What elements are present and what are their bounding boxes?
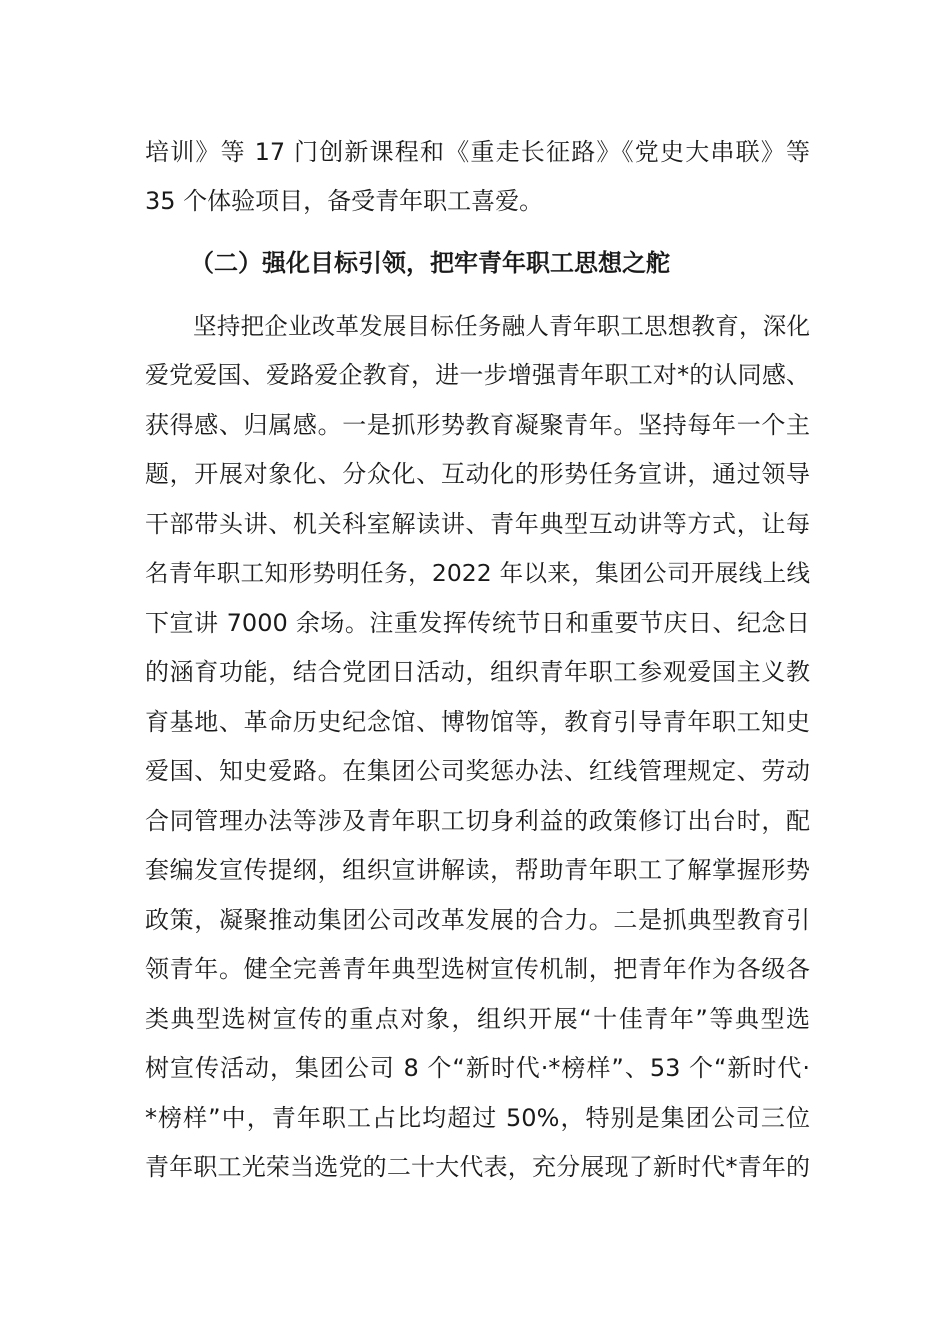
text-line: 干部带头讲、机关科室解读讲、青年典型互动讲等方式，让每 bbox=[145, 510, 810, 538]
text-line: 树宣传活动，集团公司 8 个“新时代·*榜样”、53 个“新时代· bbox=[145, 1054, 810, 1082]
text-line: *榜样”中，青年职工占比均超过 50%，特别是集团公司三位 bbox=[145, 1104, 810, 1132]
text-line: 爱党爱国、爱路爱企教育，进一步增强青年职工对*的认同感、 bbox=[145, 361, 810, 389]
text-line: 爱国、知史爱路。在集团公司奖惩办法、红线管理规定、劳动 bbox=[145, 757, 810, 785]
text-line: 政策，凝聚推动集团公司改革发展的合力。二是抓典型教育引 bbox=[145, 906, 810, 934]
text-line: 名青年职工知形势明任务，2022 年以来，集团公司开展线上线 bbox=[145, 559, 810, 587]
text-line: 育基地、革命历史纪念馆、博物馆等，教育引导青年职工知史 bbox=[145, 708, 810, 736]
text-line: 领青年。健全完善青年典型选树宣传机制，把青年作为各级各 bbox=[145, 955, 810, 983]
text-line: 类典型选树宣传的重点对象，组织开展“十佳青年”等典型选 bbox=[145, 1005, 810, 1033]
text-line: 培训》等 17 门创新课程和《重走长征路》《党史大串联》等 bbox=[145, 138, 810, 166]
text-line: 合同管理办法等涉及青年职工切身利益的政策修订出台时，配 bbox=[145, 807, 810, 835]
text-line: 下宣讲 7000 余场。注重发挥传统节日和重要节庆日、纪念日 bbox=[145, 609, 810, 637]
text-line: 35 个体验项目，备受青年职工喜爱。 bbox=[145, 187, 544, 215]
paragraph-first-line: 坚持把企业改革发展目标任务融人青年职工思想教育，深化 bbox=[193, 312, 810, 340]
text-line: 青年职工光荣当选党的二十大代表，充分展现了新时代*青年的 bbox=[145, 1153, 810, 1181]
section-heading: （二）强化目标引领，把牢青年职工思想之舵 bbox=[190, 249, 670, 277]
text-line: 获得感、归属感。一是抓形势教育凝聚青年。坚持每年一个主 bbox=[145, 411, 810, 439]
text-line: 套编发宣传提纲，组织宣讲解读，帮助青年职工了解掌握形势 bbox=[145, 856, 810, 884]
text-line: 的涵育功能，结合党团日活动，组织青年职工参观爱国主义教 bbox=[145, 658, 810, 686]
text-line: 题，开展对象化、分众化、互动化的形势任务宣讲，通过领导 bbox=[145, 460, 810, 488]
